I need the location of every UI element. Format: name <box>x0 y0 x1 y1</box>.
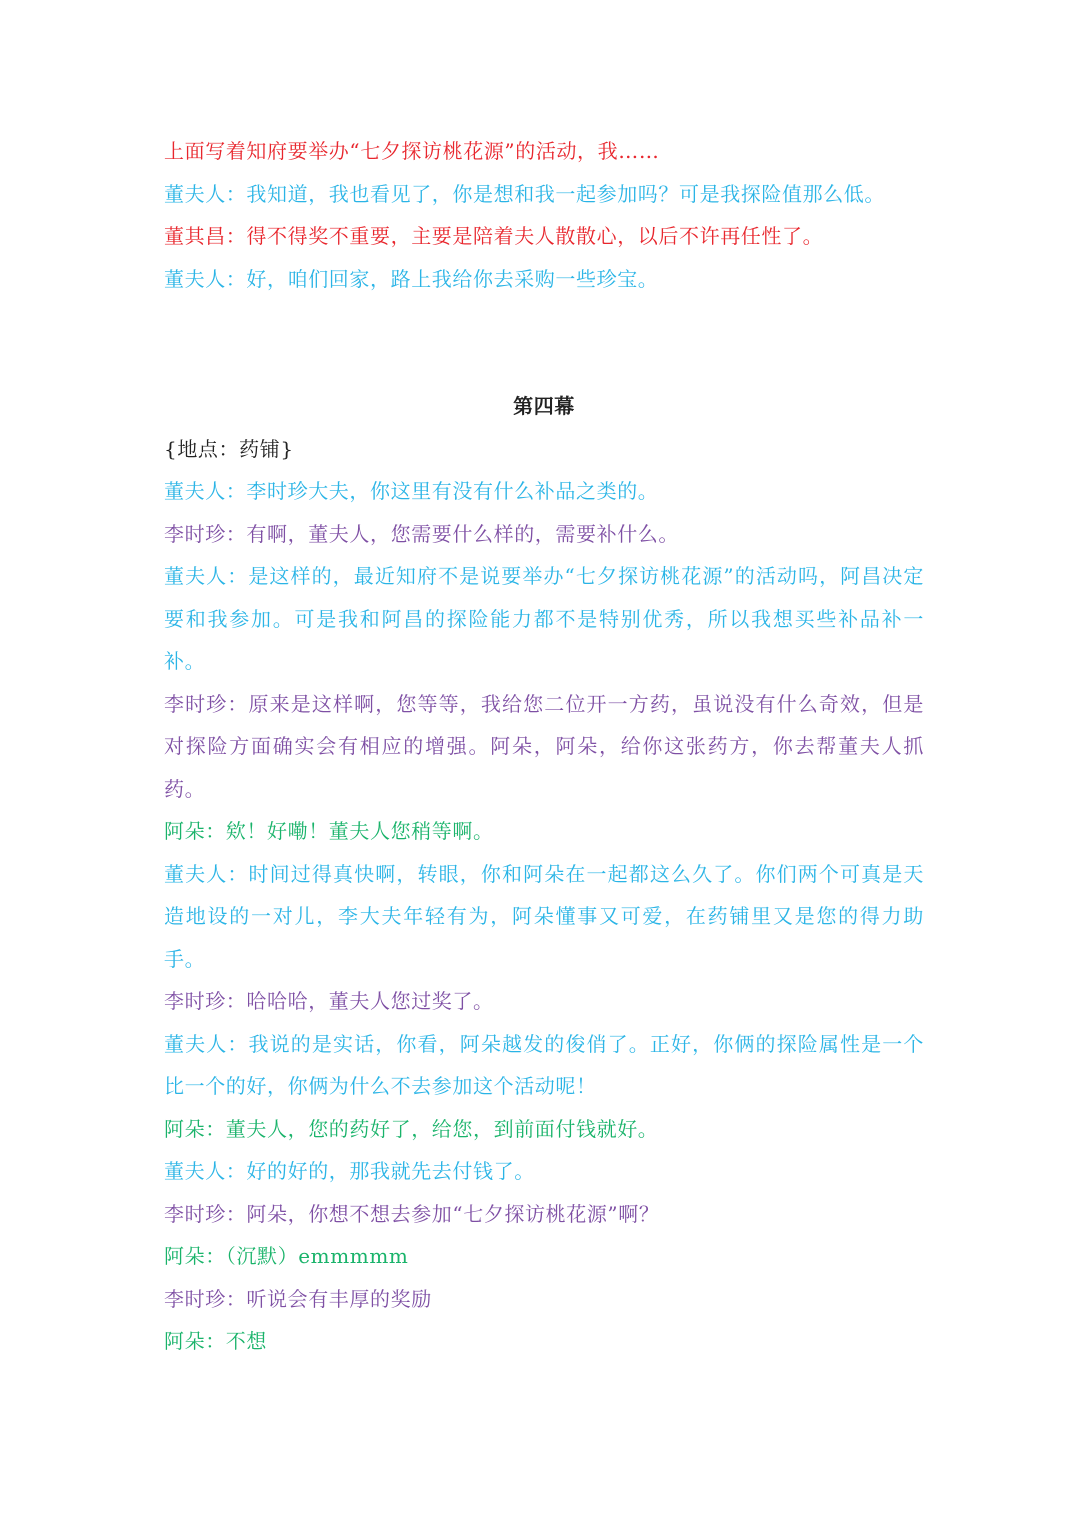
dialogue-block <box>164 470 924 1363</box>
dialogue-line: 李时珍：原来是这样啊，您等等，我给您二位开一方药，虽说没有什么奇效，但是对探险方面确实会有相应的增强。阿朵，阿朵，给你这张药方，你去帮董夫人抓药。 <box>164 691 924 801</box>
dialogue-line: 李时珍：哈哈哈，董夫人您过奖了。 <box>164 989 494 1013</box>
dialogue-line: 李时珍：阿朵，你想不想去参加“七夕探访桃花源”啊？ <box>164 1201 660 1226</box>
dialogue-line: 董夫人：时间过得真快啊，转眼，你和阿朵在一起都这么久了。你们两个可真是天造地设的一对儿，李大夫年轻有为，阿朵懂事又可爱，在药铺里又是您的得力助手。 <box>164 861 924 971</box>
dialogue-line: 李时珍：有啊，董夫人，您需要什么样的，需要补什么。 <box>164 521 679 546</box>
dialogue-line: 董夫人：我说的是实话，你看，阿朵越发的俊俏了。正好，你俩的探险属性是一个比一个的好，你俩为什么不去参加这个活动呢！ <box>164 1031 924 1098</box>
dialogue-line: 阿朵：不想 <box>164 1329 267 1353</box>
dialogue-line: 阿朵：欸！好嘞！董夫人您稍等啊。 <box>164 819 494 843</box>
dialogue-line: 上面写着知府要举办“七夕探访桃花源”的活动，我…… <box>164 139 660 163</box>
dialogue-line: 董夫人：好，咱们回家，路上我给你去采购一些珍宝。 <box>164 266 659 291</box>
script-page <box>164 130 924 1363</box>
dialogue-line: 李时珍：听说会有丰厚的奖励 <box>164 1286 432 1311</box>
section-spacer <box>164 300 924 385</box>
dialogue-line: 董夫人：好的好的，那我就先去付钱了。 <box>164 1159 535 1183</box>
location-note: {地点：药铺} <box>164 436 294 461</box>
dialogue-line: 阿朵：（沉默）emmmmm <box>164 1244 409 1268</box>
dialogue-line: 董夫人：李时珍大夫，你这里有没有什么补品之类的。 <box>164 479 659 503</box>
dialogue-line: 董夫人：我知道，我也看见了，你是想和我一起参加吗？可是我探险值那么低。 <box>164 181 885 206</box>
dialogue-line: 阿朵：董夫人，您的药好了，给您，到前面付钱就好。 <box>164 1116 659 1141</box>
dialogue-line: 董其昌：得不得奖不重要，主要是陪着夫人散散心，以后不许再任性了。 <box>164 224 824 248</box>
dialogue-line: 董夫人：是这样的，最近知府不是说要举办“七夕探访桃花源”的活动吗，阿昌决定要和我参加。可是我和阿昌的探险能力都不是特别优秀，所以我想买些补品补一补。 <box>164 564 924 673</box>
act-title: 第四幕 <box>513 394 575 418</box>
